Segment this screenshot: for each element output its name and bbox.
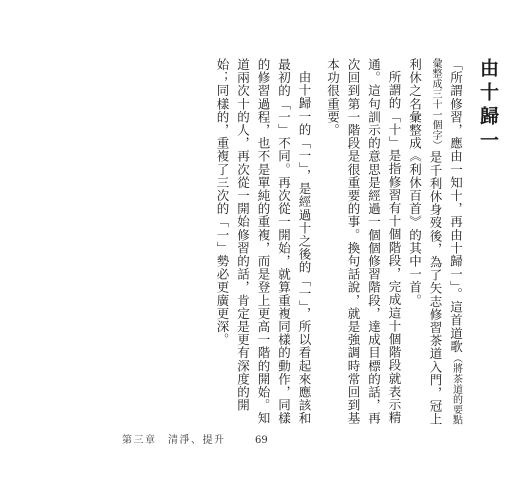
paragraph-1-note: （將茶道的要點彙整成三十一個字）: [430, 58, 462, 426]
paragraph-2-text: 所謂的「十」是指修習有十個階段，完成這十個階段就表示精通。這句訓示的意思是經過一個個修習階段，達成目標的話，再次回到第一階段是很重要的事。換句話說，就是強調時常回到基本功很重要。: [325, 58, 402, 425]
paragraph-2: [322, 58, 404, 428]
vertical-text-block: [204, 58, 499, 428]
paragraph-1: [404, 58, 466, 428]
paragraph-3-text: 由十歸一的「一」，是經過十之後的「一」，所以看起來應該和最初的「一」不同。再次從一開始，就算重複同樣的動作，同樣的修習過程，也不是單純的重複，而是登上更高一階的開始。知道兩次十的人，再次從一開始修習的話，肯定是更有深度的開始；同樣的，重複了三次的「一」勢必更廣更深。: [215, 58, 312, 425]
paragraph-1-part-2: 是千利休身歿後，為了矢志修習茶道入門，冠上利休之名彙整成《利休百首》的其中一首。: [407, 58, 443, 426]
footer-chapter-title: 第三章 清淨、提升: [122, 435, 226, 446]
paragraph-1-part-1: 「所謂修習，應由一知十，再由十歸一」。這首道歌: [448, 58, 464, 354]
footer-page-number: 69: [255, 435, 268, 446]
paragraph-3: [212, 58, 315, 428]
section-title: 由十歸一: [477, 58, 499, 154]
